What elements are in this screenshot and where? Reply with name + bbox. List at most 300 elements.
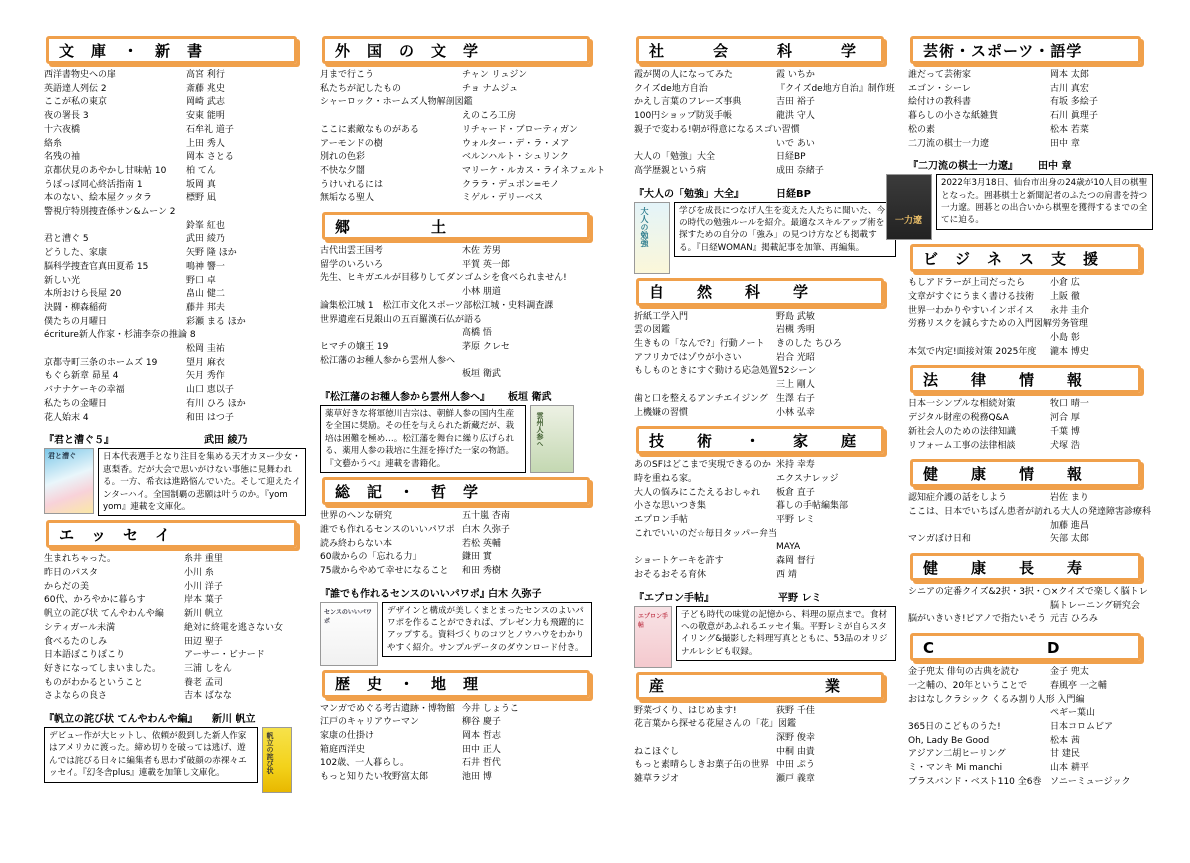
list-item	[634, 138, 896, 152]
list-item	[908, 83, 1153, 97]
book-author: 岩槻 秀明	[776, 325, 815, 336]
book-title: 労務リスクを減らすための入門図解労务管理	[908, 319, 1088, 330]
book-author: 武田 綾乃	[186, 234, 225, 245]
book-title: 暮らしの小さな紙雑貨	[908, 111, 999, 122]
section-industry	[634, 672, 896, 787]
book-author: 霞 いちか	[776, 70, 815, 80]
section-philosophy	[320, 477, 602, 579]
book-list	[320, 510, 602, 579]
section-bunko	[44, 36, 309, 425]
list-item	[44, 608, 309, 622]
section-heading: 技 術 ・ 家 庭	[636, 426, 884, 454]
feature-description: 薬草好きな将軍徳川吉宗は、朝鮮人参の国内生産を全国に奨励。その任を与えられた新藏だが、栽培は困難を極め…。松江藩を舞台に繰り広げられる、薬用人参の栽培に生涯を捧げた一家の物語。『文藝かうべ』連載を書籍化。	[320, 405, 526, 473]
section-local	[320, 212, 602, 382]
book-title: シニアの定番クイズ&2択・3択・○×クイズで楽しく脳トレ	[908, 587, 1148, 598]
list-item	[44, 370, 309, 384]
book-author: 田中 正人	[462, 744, 501, 755]
book-title: 世界のへンな研究	[320, 511, 393, 522]
book-title: もしものときにすぐ動ける応急処置52シーン	[634, 366, 817, 377]
book-author: 柳谷 慶子	[462, 717, 501, 728]
book-author: 吉本 ばなな	[184, 691, 232, 702]
list-item	[44, 384, 309, 398]
list-item	[320, 245, 602, 259]
book-author: 高宮 利行	[186, 70, 225, 80]
list-item	[908, 69, 1153, 83]
book-title: シティガール未満	[44, 622, 116, 633]
book-author: 瀬戸 義章	[776, 774, 815, 785]
book-title: 本のない、絵本屋クッタラ	[44, 193, 153, 204]
list-item	[908, 318, 1153, 332]
feature-box	[320, 405, 602, 473]
list-item	[908, 707, 1153, 721]
list-item	[908, 291, 1153, 305]
book-author: 五十嵐 杏南	[462, 511, 510, 522]
book-title: うぽっぽ同心終活指南 1	[44, 179, 143, 190]
book-author: 森岡 督行	[776, 556, 815, 567]
book-author	[473, 96, 602, 110]
book-author: 池田 博	[462, 772, 492, 783]
list-item	[320, 96, 602, 110]
list-item	[320, 327, 602, 341]
book-title: 本所おけら長屋 20	[44, 289, 122, 300]
list-item	[320, 757, 602, 771]
book-author: 標野 凪	[186, 193, 216, 204]
book-title: あのSFはどこまで実現できるのか	[634, 460, 771, 471]
section-arts	[908, 36, 1153, 151]
book-author: 小川 洋子	[184, 581, 223, 592]
book-cover	[634, 202, 670, 274]
list-item	[634, 528, 896, 542]
book-author: 古川 真宏	[1050, 83, 1089, 94]
list-item	[320, 314, 602, 328]
book-title: 誰だって芸術家	[908, 70, 972, 80]
book-author: 上阪 徹	[1050, 291, 1080, 302]
section-longevity	[908, 553, 1153, 627]
book-author: 牧口 晴一	[1050, 399, 1089, 410]
book-author: 安東 能明	[186, 111, 225, 122]
book-title: マンガぼけ日和	[908, 534, 972, 545]
list-item	[908, 440, 1153, 454]
book-author: 彩瀬 まる ほか	[186, 316, 246, 327]
feature-title-row	[908, 157, 1153, 172]
book-title: 僕たちの月曜日	[44, 316, 108, 327]
book-author: 野島 武敏	[776, 311, 815, 322]
book-title: ブラスバンド・ベスト110 全6巻	[908, 776, 1042, 787]
book-title: 不快な夕闇	[320, 165, 366, 176]
feature-title: 『二刀流の棋士一力遼』	[908, 161, 1018, 173]
list-item	[908, 776, 1153, 790]
book-list	[44, 69, 309, 425]
book-title: 昨日のパスタ	[44, 568, 99, 579]
book-author: 坂岡 真	[186, 179, 216, 190]
list-item	[320, 272, 602, 286]
book-author: 糸井 重里	[184, 554, 223, 565]
book-author	[1088, 318, 1153, 332]
book-author	[186, 206, 309, 220]
list-item	[320, 179, 602, 193]
list-item	[320, 744, 602, 758]
book-title: Oh, Lady Be Good	[908, 735, 990, 746]
list-item	[44, 316, 309, 330]
cover-title: 君と漕ぐ	[48, 452, 76, 461]
list-item	[634, 759, 896, 773]
book-author: MAYA	[776, 542, 801, 553]
book-title: ミ・マンキ Mi manchi	[908, 763, 1003, 774]
book-title: 読み終わらない本	[320, 538, 393, 549]
book-title: もっと素晴らしきお菓子缶の世界	[634, 760, 770, 771]
book-title: ここが私の東京	[44, 97, 108, 108]
book-author: 鎌田 實	[462, 552, 492, 563]
list-item	[44, 412, 309, 426]
book-title: 君と漕ぐ 5	[44, 234, 89, 245]
section-heading: 歴 史 ・ 地 理	[322, 670, 590, 698]
book-author: 三上 剛人	[776, 380, 815, 391]
book-cover	[530, 405, 574, 473]
feature-author: 平野 レミ	[778, 592, 822, 604]
list-item	[44, 594, 309, 608]
book-author: きのした ちひろ	[776, 339, 842, 350]
book-author: 鳴神 響一	[186, 261, 225, 272]
book-author: 板倉 直子	[776, 487, 815, 498]
book-title: 京都伏見のあやかし甘味帖 10	[44, 165, 167, 176]
book-title: おそるおそる育休	[634, 569, 707, 580]
book-author: 石牟礼 道子	[186, 124, 234, 135]
list-item	[320, 355, 602, 369]
book-cover	[44, 448, 94, 514]
book-title: écriture新人作家・杉浦李奈の推論 8	[44, 330, 196, 341]
book-author: 鈴峯 紅也	[186, 220, 225, 231]
book-title: 上機嫌の習慣	[634, 407, 689, 418]
section-essay	[44, 520, 309, 704]
book-author: 脳トレーニング研究会	[1050, 600, 1140, 611]
book-author: 若松 英輔	[462, 538, 501, 549]
section-business	[908, 244, 1153, 359]
book-author	[567, 272, 602, 286]
list-item	[634, 165, 896, 179]
book-title: 別れの色彩	[320, 152, 366, 163]
feature-box	[320, 602, 602, 666]
list-item	[320, 259, 602, 273]
book-author: 斎藤 兆史	[186, 83, 225, 94]
book-title: 警視庁特別捜査係サン&ムーン 2	[44, 207, 176, 218]
book-author: 岩佐 まり	[1050, 493, 1089, 504]
section-foreign-literature	[320, 36, 606, 206]
book-list	[634, 459, 896, 582]
book-author: 岩合 光昭	[776, 352, 815, 363]
book-author: チャン リュジン	[462, 70, 528, 80]
book-author	[1085, 694, 1153, 708]
book-author: 新川 帆立	[184, 609, 223, 620]
list-item	[634, 69, 896, 83]
list-item	[634, 96, 896, 110]
book-title: 日本語ぽこりぽこり	[44, 650, 126, 661]
list-item	[320, 771, 602, 785]
section-social-science	[634, 36, 896, 179]
book-title: 歯と口を整えるアンチエイジング	[634, 393, 768, 404]
list-item	[634, 569, 896, 583]
feature-author: 白木 久弥子	[488, 588, 542, 600]
list-item	[44, 69, 309, 83]
book-author: クララ・デュポン=モノ	[462, 179, 560, 190]
section-history	[320, 670, 602, 785]
book-title: 月まで行こう	[320, 70, 375, 80]
book-author	[462, 355, 602, 369]
book-author: ミゲル・デリーベス	[462, 193, 543, 204]
book-author: 山口 恵以子	[186, 385, 234, 396]
book-title: 大人の「勉強」大全	[634, 152, 716, 163]
list-item	[44, 649, 309, 663]
book-author: エクスナレッジ	[776, 473, 839, 484]
book-title: 夜の署長 3	[44, 111, 89, 122]
list-item	[908, 426, 1153, 440]
book-title: 江戸のキャリアウーマン	[320, 717, 420, 728]
book-author: 深野 俊幸	[776, 732, 815, 743]
list-item	[320, 538, 602, 552]
book-list	[320, 69, 606, 206]
list-item	[44, 622, 309, 636]
book-title: 名残の袖	[44, 152, 81, 163]
list-item	[634, 151, 896, 165]
section-heading: 外 国 の 文 学	[322, 36, 590, 64]
book-author: 『クイズde地方自治』制作班	[776, 83, 895, 94]
book-title: 生まれちゃった。	[44, 554, 117, 565]
cover-title: 帆立の詫び状	[266, 732, 274, 775]
book-author: 板垣 衛武	[462, 369, 501, 380]
section-heading: 健 康 情 報	[910, 459, 1141, 487]
feature-description: デザインと構成が美しくまとまったセンスのよいパワポを作ることができれば、プレゼン力も飛躍的にアップする。資料づくりのコツとノウハウをわかりやすく紹介。サンプルデータのダウンロード付き。	[382, 602, 592, 658]
list-item	[634, 365, 896, 379]
cover-title: センスのいいパワポ	[324, 608, 372, 625]
book-title: 文章がすぐにうまく書ける技術	[908, 291, 1035, 302]
list-item	[320, 510, 602, 524]
list-item	[320, 341, 602, 355]
list-item	[44, 329, 309, 343]
book-list	[634, 311, 896, 421]
section-heading: 総 記 ・ 哲 学	[322, 477, 590, 505]
feature-description: 学びを成長につなげ人生を変えた人たちに聞いた、今の時代の勉強ルールを紹介。最適なスキルアップ術を探すための自分の「強み」の見つけ方なども掲載する。『日経WOMAN』掲載記事を加筆、再編集。	[674, 202, 896, 258]
book-author: 岡崎 武志	[186, 97, 225, 108]
book-author: 矢部 太郎	[1050, 534, 1089, 545]
book-title: 留学のいろいろ	[320, 259, 384, 270]
list-item	[634, 732, 896, 746]
list-item	[320, 565, 602, 579]
list-item	[634, 773, 896, 787]
book-list	[634, 69, 896, 179]
book-author: 加藤 進昌	[1050, 520, 1089, 531]
book-title: 古代出雲王国考	[320, 246, 384, 257]
cover-title: エプロン手帖	[638, 612, 669, 629]
list-item	[44, 220, 309, 234]
book-author: 小島 彰	[1050, 333, 1080, 344]
book-title: 論集松江城 1 松江市文化スポーツ部松江城・史料調査課	[320, 300, 554, 311]
list-item	[44, 192, 309, 206]
book-title: これでいいのだ☆毎日タッパー弁当	[634, 528, 778, 539]
list-item	[634, 110, 896, 124]
list-item	[908, 277, 1153, 291]
book-title: 京都寺町三条のホームズ 19	[44, 357, 158, 368]
feature-title-row	[44, 710, 309, 725]
book-title: うけいれるには	[320, 179, 384, 190]
list-item	[44, 663, 309, 677]
feature-box	[634, 202, 896, 274]
book-title: もしアドラーが上司だったら	[908, 278, 1026, 289]
book-title: 決闘・柳森稲荷	[44, 302, 108, 313]
book-author: 今井 しょうこ	[462, 703, 519, 714]
cover-title: 雲州人参へ	[536, 412, 544, 448]
list-item	[634, 746, 896, 760]
feature-box	[44, 448, 309, 516]
book-title: バナナケーキの幸福	[44, 385, 125, 396]
book-title: 二刀流の棋士一力遼	[908, 138, 990, 149]
book-title: 365日のこどものうた!	[908, 721, 1001, 732]
book-title: 私たちが記したもの	[320, 83, 402, 94]
section-heading: ビ ジ ネ ス 支 援	[910, 244, 1141, 272]
list-item	[44, 138, 309, 152]
list-item	[634, 124, 896, 138]
book-author: リチャード・ブローティガン	[462, 124, 578, 135]
list-item	[908, 110, 1153, 124]
book-title	[908, 520, 1050, 534]
section-technology-home	[634, 426, 896, 582]
book-author: 元吉 ひろみ	[1050, 614, 1098, 625]
book-author: 荻野 千佳	[776, 705, 815, 716]
list-item	[634, 487, 896, 501]
book-title: 新しい光	[44, 275, 81, 286]
list-item	[634, 352, 896, 366]
book-author: 日経BP	[776, 152, 806, 163]
book-title: 私たちの金曜日	[44, 398, 108, 409]
book-title: 松江藩のお種人参から雲州人参へ	[320, 355, 456, 366]
list-item	[320, 716, 602, 730]
list-item	[908, 398, 1153, 412]
book-title: クイズde地方自治	[634, 83, 708, 94]
book-title: ねこほぐし	[634, 746, 680, 757]
list-item	[634, 311, 896, 325]
book-list	[908, 586, 1153, 627]
book-author: 野口 卓	[186, 275, 216, 286]
list-item	[44, 343, 309, 357]
book-author: 岸本 葉子	[184, 595, 223, 606]
book-title: アフリカではゾウが小さい	[634, 352, 742, 363]
book-list	[44, 553, 309, 704]
list-item	[908, 506, 1153, 520]
list-item	[44, 302, 309, 316]
book-author: 暮しの手帖編集部	[776, 501, 849, 512]
feature-description: 日本代表選手となり注目を集める天才カヌー少女・恵梨香。だが大会で思いがけない事態に見舞われる。一方、希衣は進路悩んでいた。そして迎えたインターハイ。全国制覇の悲願は叶うのか。『yom yom』連載を文庫化。	[98, 448, 306, 516]
book-author: 小林 朋道	[462, 287, 501, 298]
book-title: 誰でも作れるセンスのいいパワポ	[320, 524, 455, 535]
book-title	[908, 332, 1050, 346]
book-list	[908, 277, 1153, 359]
feature-box	[634, 606, 896, 668]
book-author: 有川 ひろ ほか	[186, 398, 246, 409]
list-item	[44, 690, 309, 704]
book-author	[777, 528, 896, 542]
book-title: 時を重ねる家。	[634, 473, 698, 484]
book-author: 犬塚 浩	[1050, 440, 1080, 451]
list-item	[44, 636, 309, 650]
list-item	[320, 165, 606, 179]
list-item	[634, 705, 896, 719]
section-heading: エ ッ セ イ	[46, 520, 297, 548]
book-title: 脳がいきいき!ピアノで指たいそう	[908, 614, 1047, 625]
book-title: 好きになってしまいました。	[44, 663, 162, 674]
book-title: エゴン・シーレ	[908, 83, 971, 94]
feature-description: 子ども時代の味覚の記憶から、料理の原点まで。食材への敬意があふれるエッセイ集。平野レミが自らスタイリング&撮影した料理写真とともに、53品のオリジナルレシピも収録。	[676, 606, 896, 662]
book-title: 高学歴親という病	[634, 165, 707, 176]
book-title: 102歳、一人暮らし。	[320, 758, 410, 769]
book-title: 十六夜橋	[44, 124, 81, 135]
book-title: 花言葉から探せる花屋さんの「花」図鑑	[634, 719, 797, 730]
section-heading: 郷 土	[322, 212, 590, 240]
book-title: 箱庭西洋史	[320, 744, 366, 755]
section-cd	[908, 633, 1153, 789]
book-author: 松岡 圭祐	[186, 344, 225, 355]
list-item	[44, 110, 309, 124]
book-author: 春風亭 一之輔	[1050, 680, 1107, 691]
book-title: 世界一わかりやすいインボイス	[908, 305, 1034, 316]
book-title: おはなしクラシック くるみ割り人形 入門編	[908, 694, 1085, 705]
list-item	[44, 83, 309, 97]
book-cover	[262, 727, 292, 793]
section-heading: 法 律 情 報	[910, 365, 1141, 393]
book-author	[553, 300, 602, 314]
book-title: 一之輔の、20年ということで	[908, 680, 1028, 691]
book-title: 帆立の詫び状 てんやわんや編	[44, 609, 164, 620]
book-title: 食べるたのしみ	[44, 636, 108, 647]
list-item	[44, 567, 309, 581]
book-author: 吉田 裕子	[776, 97, 815, 108]
book-title: どうした、家康	[44, 248, 108, 259]
list-item	[44, 288, 309, 302]
book-title	[44, 343, 186, 357]
list-item	[908, 346, 1153, 360]
book-title: 霞が関の人になってみた	[634, 70, 734, 80]
section-heading: 自 然 科 学	[636, 278, 884, 306]
book-cover	[886, 174, 932, 240]
book-author: 松本 茜	[1050, 735, 1080, 746]
list-item	[908, 762, 1153, 776]
list-item	[320, 83, 602, 97]
book-author: 茅原 クレセ	[462, 341, 510, 352]
book-title	[320, 368, 462, 382]
section-law	[908, 365, 1153, 453]
book-title: ものがわかるということ	[44, 677, 144, 688]
book-title: 無垢なる聖人	[320, 193, 375, 204]
feature-title: 『大人の「勉強」大全』	[634, 188, 744, 200]
book-author: 白木 久弥子	[462, 524, 510, 535]
list-item	[320, 192, 602, 206]
book-author: 成田 奈緒子	[776, 165, 824, 176]
book-title: 生きもの「なんで?」行動ノート	[634, 339, 765, 350]
book-author	[1148, 586, 1153, 600]
column-3	[634, 32, 896, 793]
list-item	[320, 703, 602, 717]
book-title	[634, 541, 776, 555]
book-author: えのころ工房	[462, 111, 517, 122]
feature-title: 『君と漕ぐ５』	[44, 435, 114, 447]
list-item	[634, 514, 896, 528]
book-author: 畠山 健二	[186, 289, 225, 300]
book-title: デジタル財産の税務Q&A	[908, 413, 1009, 424]
list-item	[44, 233, 309, 247]
book-author: 千葉 博	[1050, 426, 1080, 437]
book-title: 金子兜太 俳句の古典を読む	[908, 667, 1019, 678]
list-item	[320, 300, 602, 314]
book-author: 田辺 聖子	[184, 636, 223, 647]
book-author: 米持 幸寿	[776, 460, 815, 471]
list-item	[634, 500, 896, 514]
